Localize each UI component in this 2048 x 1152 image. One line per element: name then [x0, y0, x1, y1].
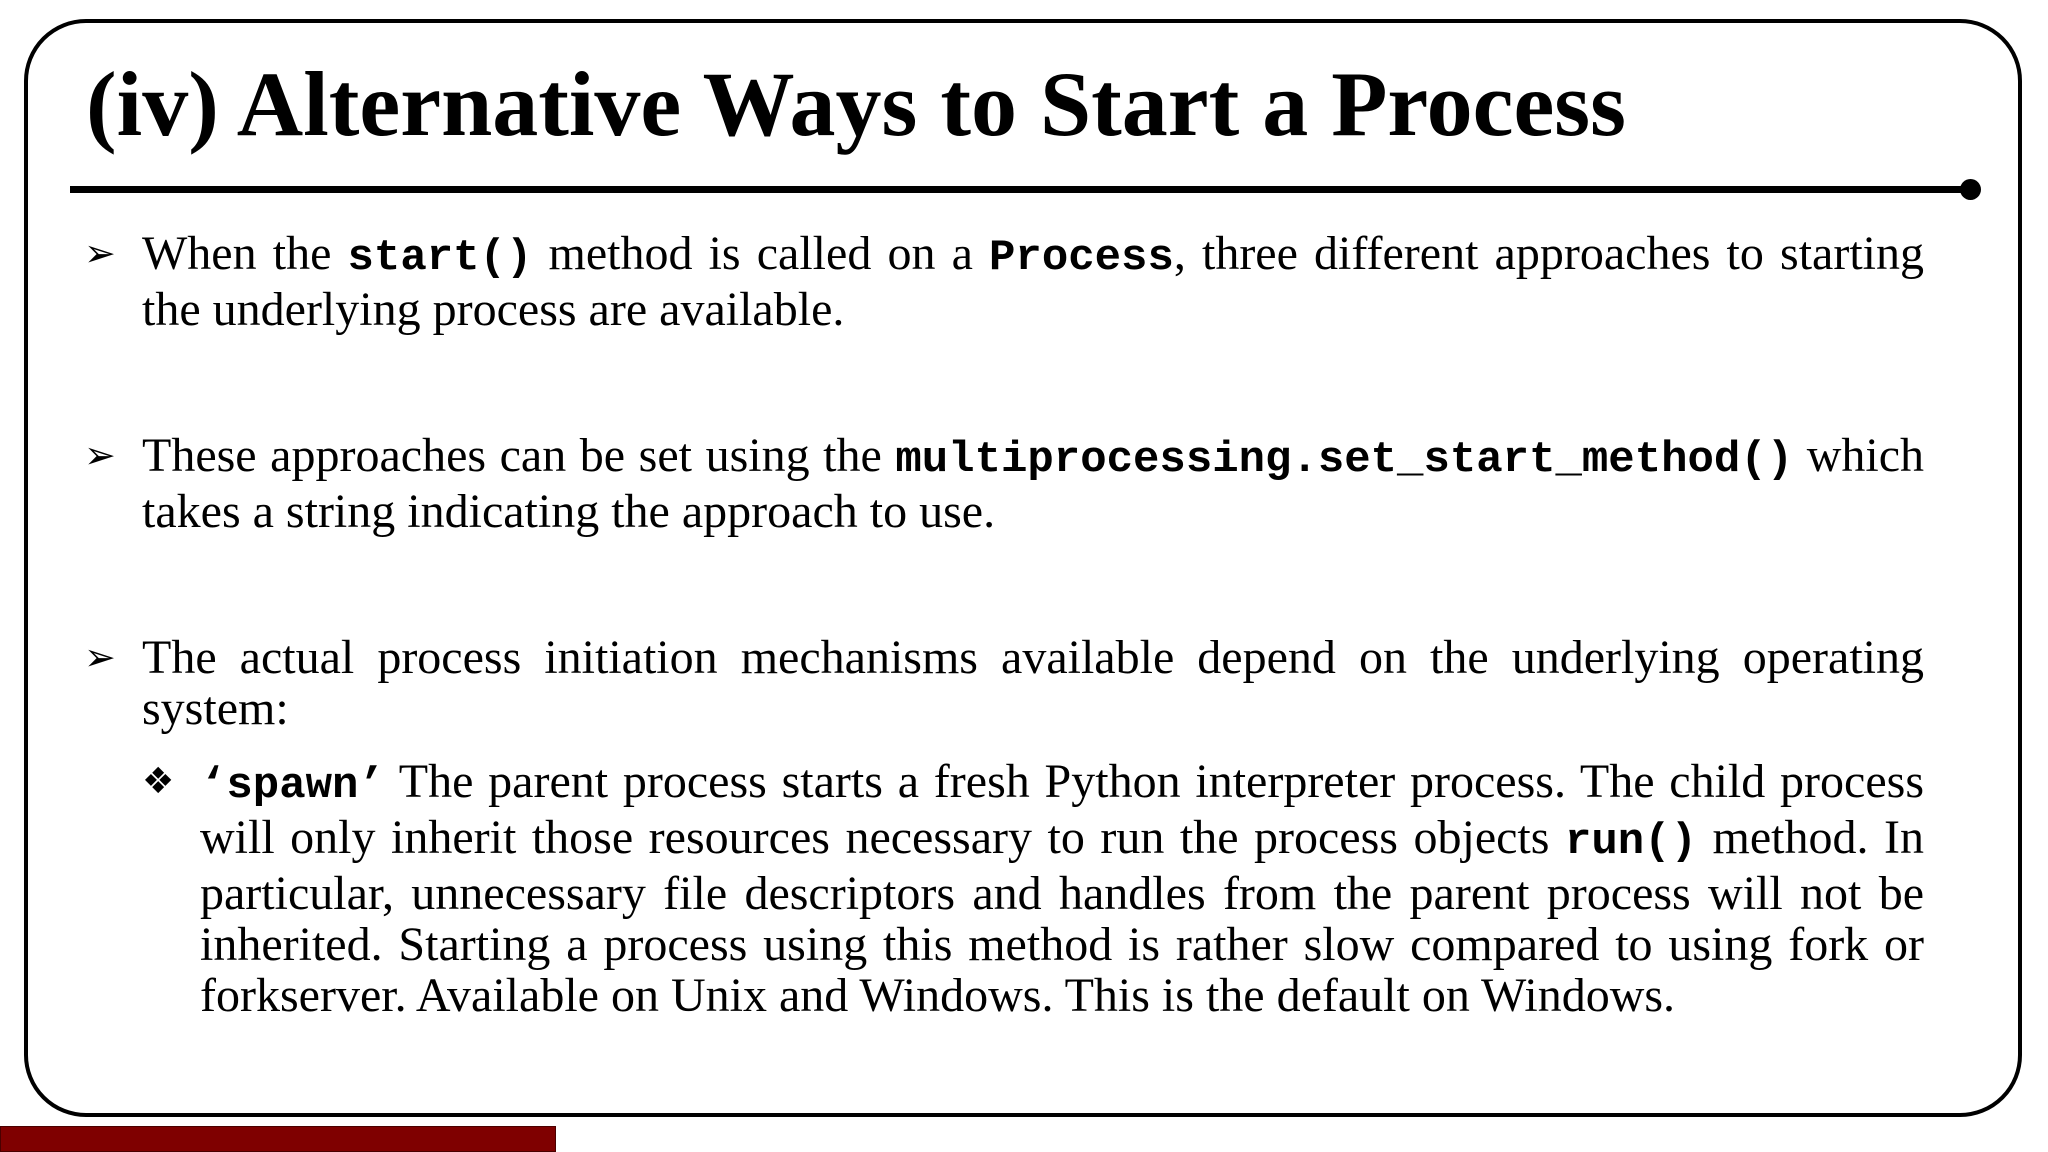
code-run: run() [1564, 817, 1697, 867]
code-start: start() [347, 233, 533, 283]
diamond-bullet-icon: ❖ [142, 761, 175, 802]
bullet-os-mechanisms [84, 631, 1924, 735]
code-process: Process [989, 233, 1174, 283]
bullet-text: method is called on a [532, 227, 990, 280]
sub-bullet-text: The parent process starts a fresh Python interpreter process. The child process will only inherit those resources necessary to run the process objects [200, 755, 1924, 864]
sub-bullet-text: method. In particular, unnecessary file descriptors and handles from the parent process will not be inherited. Starting a process using this method is rather slow compared to using fork or forkserver. Available on Unix and Windows. This is the default on Windows. [200, 811, 1924, 1022]
bullet-text: These approaches can be set using the [142, 429, 896, 482]
bullet-text: which takes a string indicating the approach to use. [142, 429, 1924, 538]
title-rule [70, 186, 1974, 193]
bullet-text: When the [142, 227, 348, 280]
bullet-start-approaches [84, 227, 1924, 336]
arrow-bullet-icon: ➢ [84, 433, 116, 477]
sub-bullet-spawn [142, 755, 1924, 1022]
slide-content [84, 227, 1924, 1022]
code-set-start-method: multiprocessing.set_start_method() [895, 435, 1794, 485]
bullet-set-start-method [84, 429, 1924, 538]
code-spawn: ‘spawn’ [200, 761, 385, 811]
title-rule-dot [1960, 179, 1981, 200]
bullet-text: The actual process initiation mechanisms available depend on the underlying operating system: [142, 631, 1924, 735]
arrow-bullet-icon: ➢ [84, 231, 116, 275]
slide-title: (iv) Alternative Ways to Start a Process [86, 53, 1626, 155]
footer-bar [0, 1126, 556, 1152]
arrow-bullet-icon: ➢ [84, 635, 116, 679]
bullet-text: , three different approaches to starting the underlying process are available. [142, 227, 1924, 336]
